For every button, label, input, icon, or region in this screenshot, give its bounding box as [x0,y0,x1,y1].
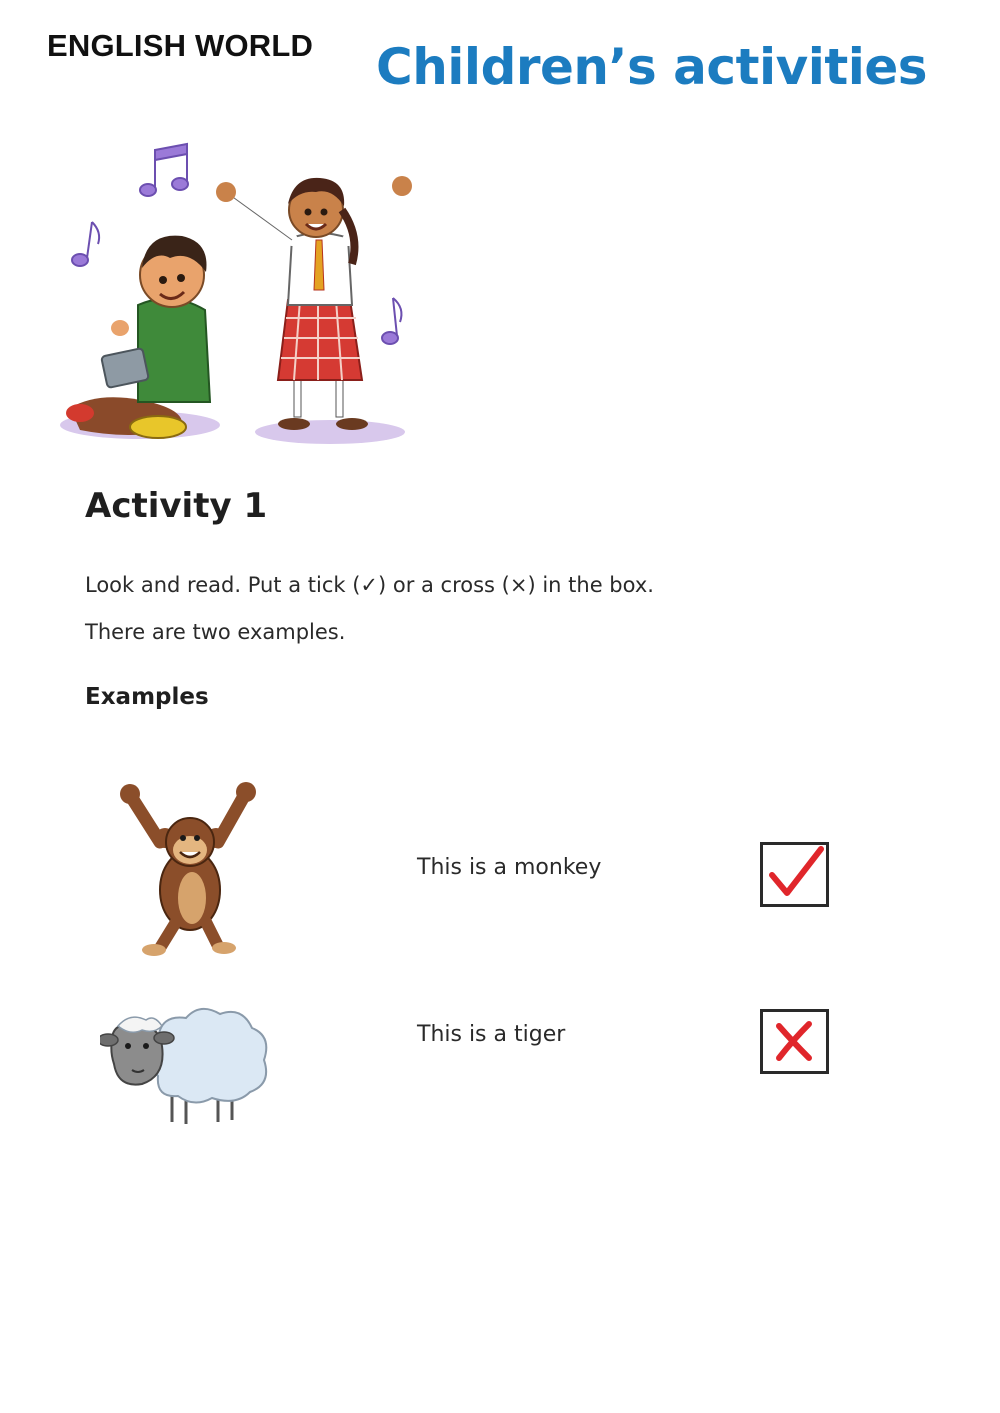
music-note-icon [140,144,188,196]
activity-heading: Activity 1 [85,486,268,526]
children-illustration [60,140,420,450]
page-title: Children’s activities [376,38,928,96]
instruction-text-examples-count: There are two examples. [85,620,346,644]
music-note-icon [382,298,401,344]
boy-figure [66,236,210,438]
instruction-text: Look and read. Put a tick (✓) or a cross (×) in the box. [85,573,654,597]
answer-box-tick[interactable] [760,842,829,907]
sheep-picture [100,1000,275,1130]
girl-figure [216,176,412,430]
monkey-picture [110,780,270,960]
music-note-icon [72,222,99,266]
answer-box-cross[interactable] [760,1009,829,1074]
tick-mark-icon [763,845,826,904]
brand-label: ENGLISH WORLD [47,28,314,63]
example-sentence-monkey: This is a monkey [417,855,602,880]
examples-heading: Examples [85,684,209,710]
cross-mark-icon [763,1012,826,1071]
example-sentence-tiger: This is a tiger [417,1022,566,1047]
